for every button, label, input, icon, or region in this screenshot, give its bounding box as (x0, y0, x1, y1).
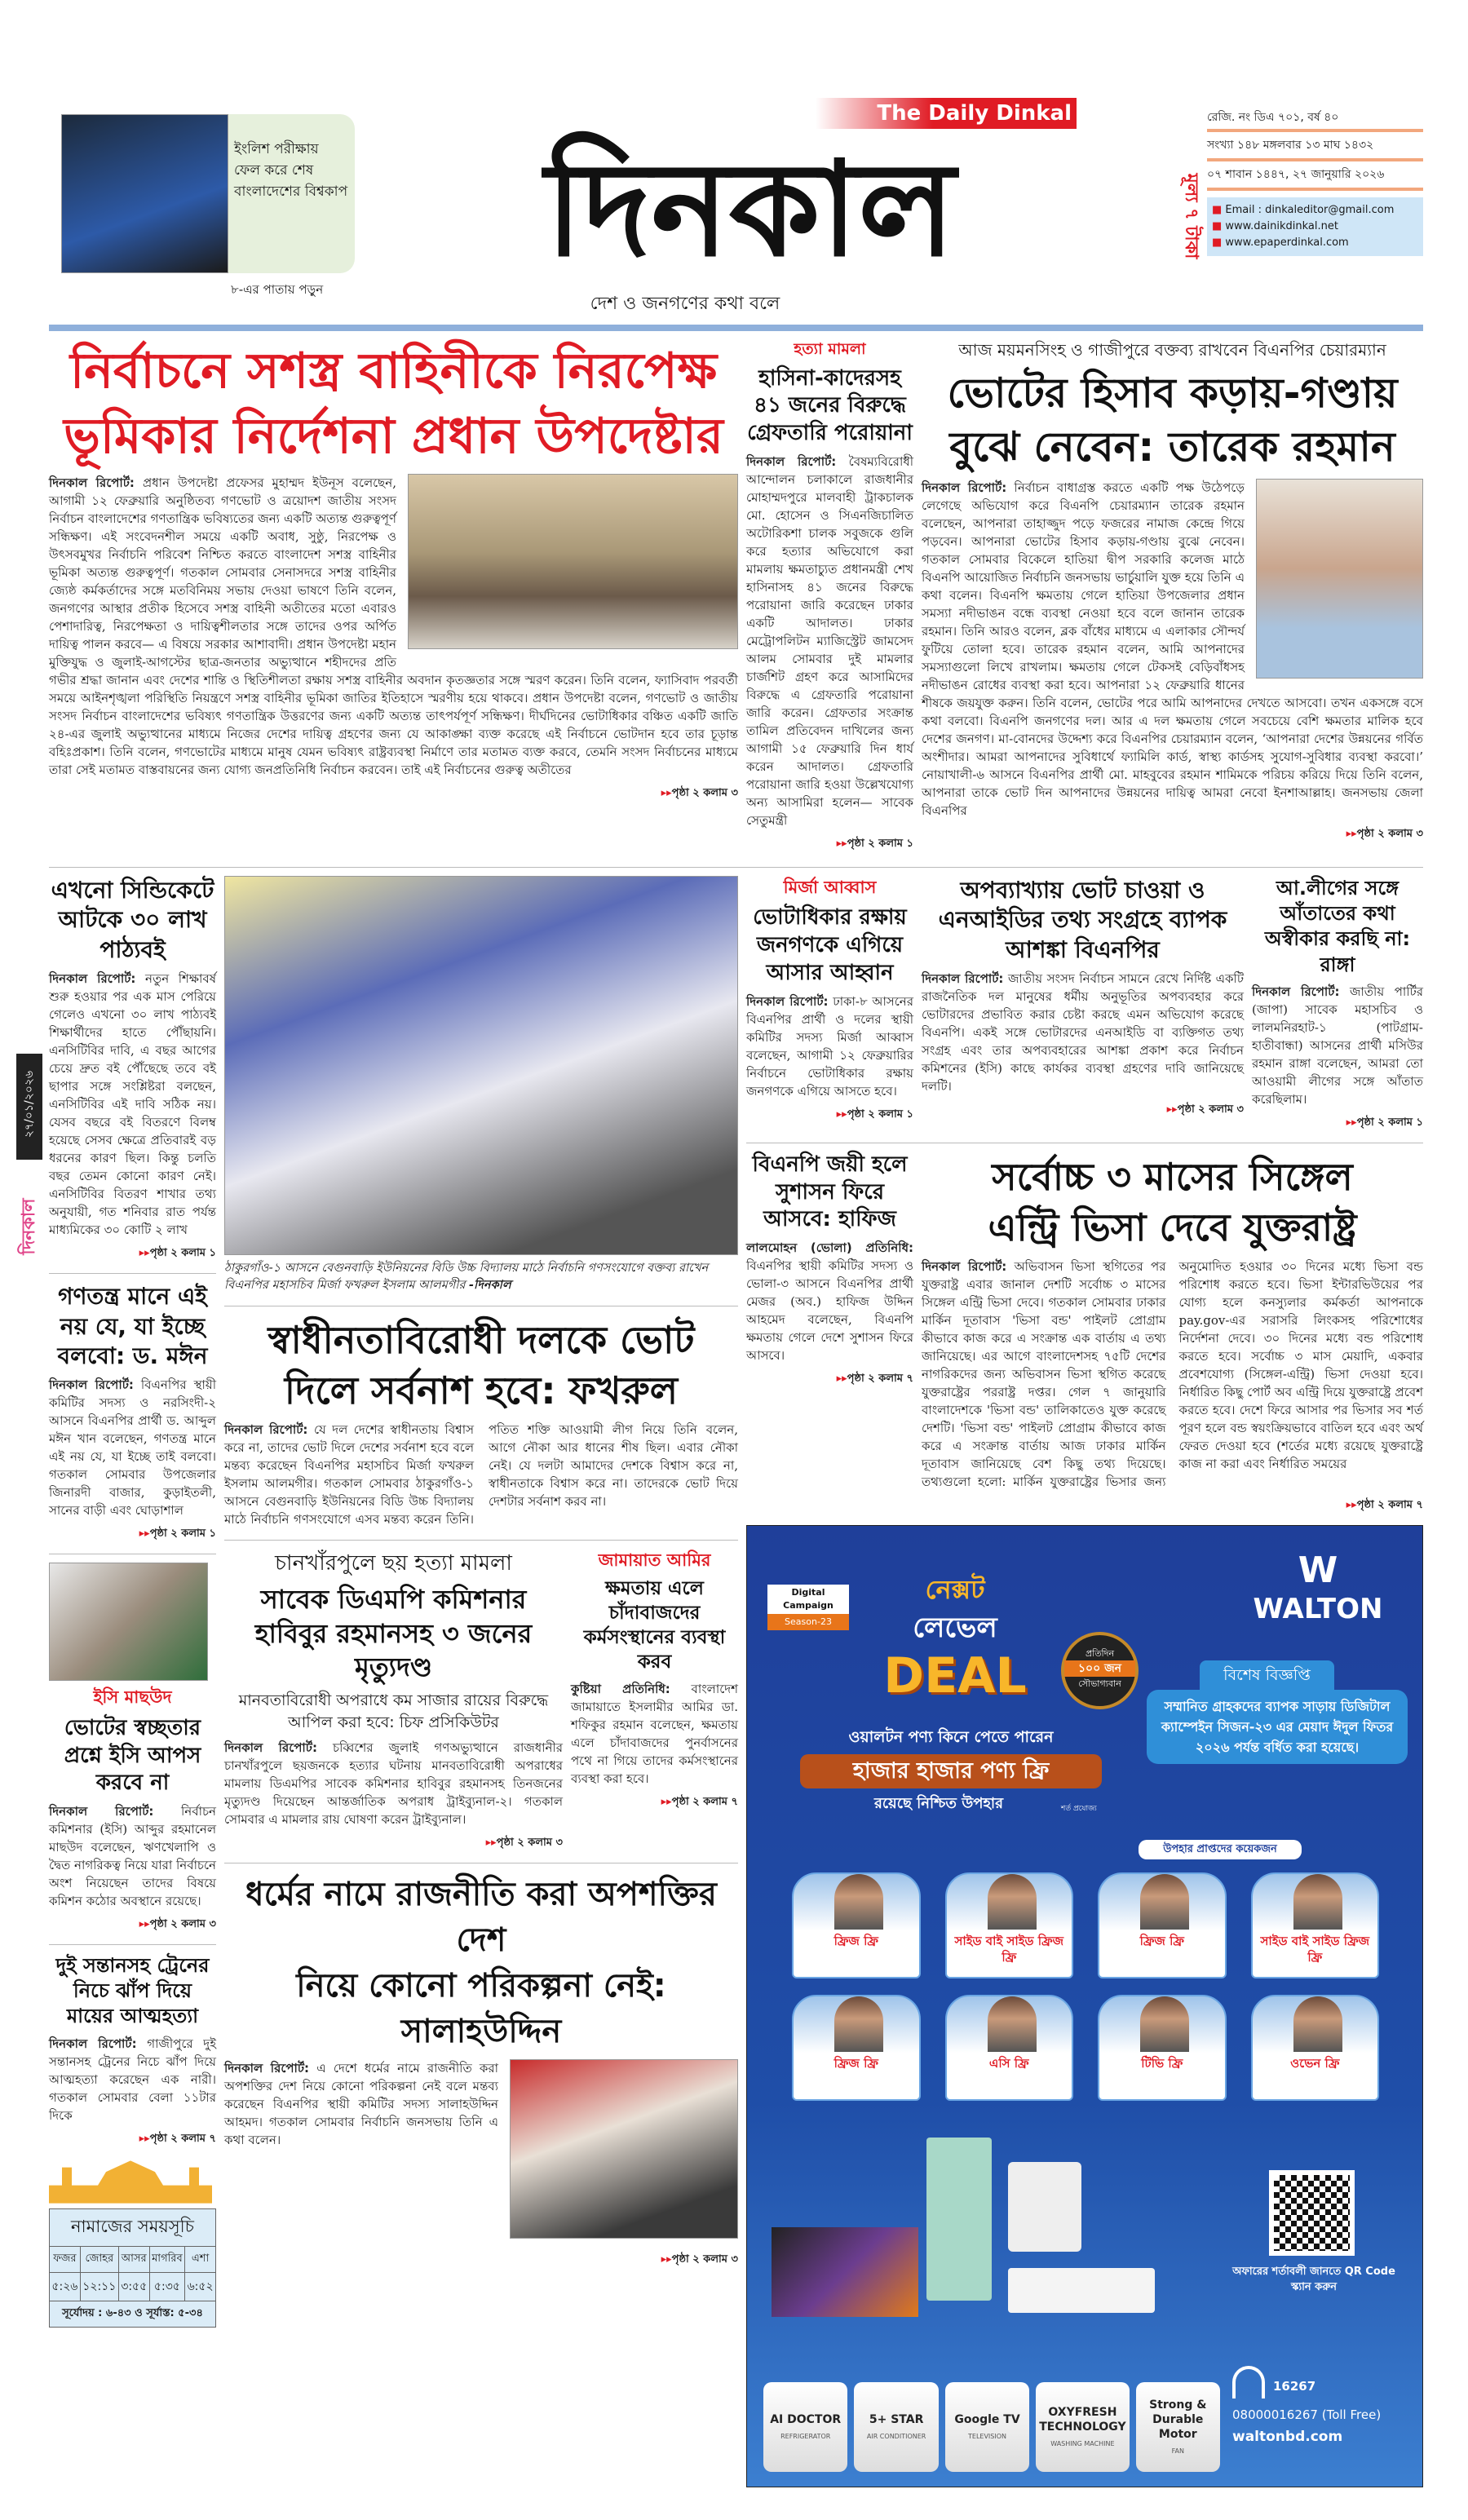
train-body: দিনকাল রিপোর্ট: গাজীপুরে দুই সন্তানসহ ট্রেনের নিচে ঝাঁপ দিয়ে আত্মহত্যা করেছেন এক নারী। গতকাল সোমবার বেলা ১১টার দিকে (49, 2036, 216, 2123)
prayer-time: ৫:৩৫ (149, 2272, 185, 2301)
prayer-box (49, 2159, 216, 2328)
habibur-jamaat-row (224, 1540, 738, 1851)
teaser-text: ইংলিশ পরীক্ষায় ফেল করে শেষ বাংলাদেশের বিশ্বকাপ (234, 141, 348, 200)
visa-body: দিনকাল রিপোর্ট: অভিবাসন ভিসা স্থগিতের পর যুক্তরাষ্ট্র এবার জানাল দেশটি সর্বোচ্চ ৩ মাসের সিঙ্গেল এন্ট্রি ভিসা দেবে। গতকাল সোমবার ঢাকার মার্কিন দূতাবাস 'ভিসা বন্ড' পাইলট প্রোগ্রাম কীভাবে কাজ করে এ সংক্রান্ত এক বার্তায় এ তথ্য জানিয়েছে। এর আগে বাংলাদেশসহ ৭৫টি দেশের নাগরিকদের জন্য অভিবাসন ভিসা স্থগিত করেছে যুক্তরাষ্ট্রের পররাষ্ট্র দপ্তর। গেল ৭ জানুয়ারি বাংলাদেশকে 'ভিসা বন্ড' তালিকাতেও যুক্ত করেছে দেশটি। 'ভিসা বন্ড' পাইলট প্রোগ্রাম কীভাবে কাজ করে এ সংক্রান্ত বার্তায় আজ ঢাকার মার্কিন দূতাবাস জানিয়েছে বেশ কিছু তথ্য দিয়েছে। তথ্যগুলো হলো: মার্কিন যুক্তরাষ্ট্রের ভিসার জন্য অনুমোদিত হওয়ার ৩০ দিনের মধ্যে ভিসা বন্ড পরিশোধ করতে হবে। ভিসা ইন্টারভিউয়ের পর যোগ্য হলে কনস্যুলার কর্মকর্তা আপনাকে pay.gov-এর সরাসরি লিংকসহ পরিশোধের নির্দেশনা দেবে। ৩০ দিনের মধ্যে বন্ড পরিশোধ করতে হবে। সর্বোচ্চ ৩ মাস মেয়াদি, একবার প্রবেশযোগ্য (সিঙ্গেল-এন্ট্রি) ভিসা দেওয়া হবে। নির্ধারিত কিছু পোর্ট অব এন্ট্রি দিয়ে যুক্তরাষ্ট্রে প্রবেশ করতে হবে। দেশে ফিরে আসার পর ভিসার সব শর্ত পূরণ হলে বন্ড স্বয়ংক্রিয়ভাবে বাতিল হবে এবং অর্থ ফেরত দেওয়া হবে (শর্তের মধ্যে রয়েছে যুক্তরাষ্ট্রে কাজ না করা এবং নির্ধারিত সময়ের (922, 1258, 1423, 1489)
mirza-story (746, 876, 913, 1123)
raja-body: দিনকাল রিপোর্ট: জাতীয় পার্টির (জাপা) সাবেক মহাসচিব ও লালমনিরহাট-১ (পাটগ্রাম-হাতীবান্ধা) আসনের প্রার্থী মসিউর রহমান রাঙ্গা বলেছেন, আমরা তো আওয়ামী লীগের সঙ্গে আঁতাত করেছিলাম। (1252, 984, 1424, 1107)
train-jump[interactable]: ▸▸ পৃষ্ঠা ২ কলাম ৭ (49, 2131, 216, 2147)
prayer-name: এশা (185, 2246, 216, 2272)
winner-prize: ফ্রিজ ফ্রি (833, 2055, 878, 2071)
teaser-more[interactable]: ৮-এর পাতায় পড়ুন (231, 282, 324, 297)
feature-badge (945, 2382, 1029, 2472)
website-link[interactable]: ■ www.dainikdinkal.net (1212, 220, 1338, 232)
header-rule (49, 325, 1423, 331)
hasina-kicker: হত্যা মামলা (794, 340, 866, 358)
hafiz-story (746, 1152, 913, 1387)
prayer-time: ৩:৫৫ (118, 2272, 149, 2301)
salahuddin-photo (510, 2059, 738, 2239)
lead-story (49, 338, 738, 802)
visa-row (746, 1143, 1423, 1514)
winner-card (1098, 1872, 1227, 1978)
winner-prize: সাইড বাই সাইড ফ্রিজ ফ্রি (954, 1933, 1064, 1965)
right-block (746, 876, 1423, 2487)
moin-body: দিনকাল রিপোর্ট: বিএনপির স্থায়ী কমিটির সদস্য ও নরসিংদী-২ আসনে বিএনপির প্রার্থী ড. আব্দুল মঈন খান বলেছেন, গণতন্ত্র মানে এই নয় যে, যা ইচ্ছে তাই বলবো। গতকাল সোমবার উপজেলার জিনারদী বাজার, কুড়াইতলী, সানের বাড়ী এবং ঘোড়াশাল (49, 1377, 217, 1519)
refrigerator-image (926, 2138, 992, 2301)
lead-headline[interactable]: নির্বাচনে সশস্ত্র বাহিনীকে নিরপেক্ষ ভূমিকার নির্দেশনা প্রধান উপদেষ্টার (64, 343, 723, 465)
feature-category: REFRIGERATOR (780, 2433, 831, 2441)
terms: শর্ত প্রযোজ্য (1061, 1804, 1097, 1813)
offer-line: ওয়ালটন পণ্য কিনে পেতে পারেন (848, 1727, 1054, 1746)
moin-jump[interactable]: ▸▸ পৃষ্ঠা ২ কলাম ১ (49, 1526, 216, 1542)
notice-text: সম্মানিত গ্রাহকদের ব্যাপক সাড়ায় ডিজিটাল ক্যাম্পেইন সিজন-২৩ এর মেয়াদ ঈদুল ফিতর ২০২৬ পর্যন্ত বর্ধিত করা হয়েছে। (1147, 1690, 1408, 1764)
winner-photo (988, 1874, 1037, 1930)
winner-card (792, 1872, 921, 1978)
prayer-title: নামাজের সময়সূচি (50, 2208, 216, 2246)
walton-logo: W WALTON (1253, 1549, 1383, 1625)
ec-photo (49, 1563, 208, 1681)
feature-badge (763, 2382, 847, 2472)
tarek-photo (1256, 479, 1423, 679)
prayer-time: ৫:২৬ (50, 2272, 81, 2301)
raja-jump[interactable]: ▸▸ পৃষ্ঠা ২ কলাম ১ (1252, 1115, 1423, 1131)
qr-caption: অফারের শর্তাবলী জানতে QR Code স্ক্যান করুন (1232, 2265, 1395, 2293)
email-link[interactable]: ■ Email : dinkaleditor@gmail.com (1212, 204, 1395, 216)
feature-category: FAN (1171, 2447, 1184, 2456)
mirza-jump[interactable]: ▸▸ পৃষ্ঠা ২ কলাম ১ (746, 1107, 913, 1123)
winner-photo (834, 1996, 883, 2052)
qr-code[interactable] (1269, 2170, 1355, 2256)
offer-highlight: হাজার হাজার পণ্য ফ্রি (800, 1754, 1102, 1788)
prayer-name: মাগরিব (149, 2246, 185, 2272)
photo-caption: ঠাকুরগাঁও-১ আসনে বেগুনবাড়ি ইউনিয়নের বিডি উচ্চ বিদ্যালয় মাঠে নির্বাচনি গণসংযোগে বক্তব্য রাখেন বিএনপির মহাসচিব মির্জা ফখরুল ইসলাম আলমগীর -দিনকাল (224, 1261, 709, 1292)
fakhrul-headline[interactable]: স্বাধীনতাবিরোধী দলকে ভোট দিলে সর্বনাশ হবে: ফখরুল (268, 1317, 695, 1413)
misinterp-jump[interactable]: ▸▸ পৃষ্ঠা ২ কলাম ৩ (922, 1102, 1244, 1118)
issue-info (1207, 106, 1423, 256)
jamaat-jump[interactable]: ▸▸ পৃষ্ঠা ২ কলাম ৭ (571, 1794, 738, 1810)
hasina-headline[interactable]: হাসিনা-কাদেরসহ ৪১ জনের বিরুদ্ধে গ্রেফতারি পরোয়ানা (747, 365, 913, 446)
mirza-kicker: মির্জা আব্বাস (783, 877, 877, 897)
lead-jump[interactable]: ▸▸ পৃষ্ঠা ২ কলাম ৩ (49, 785, 738, 802)
winner-card (792, 1995, 921, 2101)
left-wide-column (224, 876, 738, 2268)
ec-story (49, 1554, 216, 1933)
prayer-name: ফজর (50, 2246, 81, 2272)
winner-prize: এসি ফ্রি (988, 2055, 1029, 2071)
lead-body: দিনকাল রিপোর্ট: প্রধান উপদেষ্টা প্রফেসর মুহাম্মদ ইউনূস বলেছেন, আগামী ১২ ফেব্রুয়ারি অনুষ্ঠিতব্য গণভোট ও ত্রয়োদশ জাতীয় সংসদ নির্বাচন বাংলাদেশের গণতান্ত্রিক ভবিষ্যতের জন্য একটি অত্যন্ত গুরুত্বপূর্ণ সন্ধিক্ষণ। এই সংবেদনশীল সময়ে একটি অবাধ, সুষ্ঠু, নিরপেক্ষ ও উৎসবমুখর নির্বাচনি পরিবেশ নিশ্চিত করতে বাংলাদেশ সশস্ত্র বাহিনীর ভূমিকা অত্যন্ত গুরুত্বপূর্ণ। গতকাল সোমবার সেনাসদরে সশস্ত্র বাহিনীর জ্যেষ্ঠ কর্মকর্তাদের সঙ্গে মতবিনিময় সভায় দেওয়া ভাষণে তিনি বলেন, জনগণের আস্থার প্রতীক হিসেবে সশস্ত্র বাহিনী অতীতের মতো এবারও পেশাদারিত্ব, নিরপেক্ষতা ও দায়িত্বশীলতার সঙ্গে তাদের ওপর অর্পিত দায়িত্ব পালন করবে— এ বিষয়ে সরকার আশাবাদী। প্রধান উপদেষ্টা মহান মুক্তিযুদ্ধ ও জুলাই-আগস্টের ছাত্র-জনতার অভ্যুত্থানে শহীদদের প্রতি গভীর শ্রদ্ধা জানান এবং দেশের শান্তি ও স্থিতিশীলতা রক্ষায় সশস্ত্র বাহিনীর অবদান কৃতজ্ঞতার সঙ্গে স্মরণ করেন। তিনি বলেন, ফ্যাসিবাদ পরবর্তী সময়ে আইনশৃঙ্খলা পরিস্থিতি নিয়ন্ত্রণে সশস্ত্র বাহিনীর ভূমিকা জাতির ইতিহাসে স্মরণীয় হয়ে থাকবে। প্রধান উপদেষ্টা বলেন, গণভোট ও জাতীয় সংসদ নির্বাচন বাংলাদেশের ভবিষ্যৎ গণতান্ত্রিক উত্তরণের জন্য একটি অত্যন্ত তাৎপর্যপূর্ণ সন্ধিক্ষণ। দীর্ঘদিনের ভোটাধিকার বঞ্চিত একটি জাতি ২৪-এর জুলাই অভ্যুত্থানের মাধ্যমে নিজের দেশের দায়িত্ব গ্রহণের জন্য যে আকাঙ্ক্ষা ব্যক্ত করেছে এই নির্বাচনে ভোটদান হবে তার চূড়ান্ত বহিঃপ্রকাশ। তিনি বলেন, গণভোটের মাধ্যমে মানুষ যেমন ভবিষ্যৎ রাষ্ট্রব্যবস্থা নির্মাণে তার মতামত ব্যক্ত করবে, তেমনি সংসদ নির্বাচনের মাধ্যমে তারা সেই মতামত বাস্তবায়নের জন্য যোগ্য জনপ্রতিনিধি নির্বাচন করবেন। তাই এই নির্বাচনের গুরুত্ব অতীতের (49, 475, 738, 777)
habibur-deck: মানবতাবিরোধী অপরাধে কম সাজার রায়ের বিরুদ্ধে আপিল করা হবে: চিফ প্রসিকিউটর (238, 1691, 549, 1731)
side-date: ২৭/০১/২০২৬ (16, 1054, 42, 1160)
winner-photo (1140, 1874, 1189, 1930)
walton-website[interactable]: waltonbd.com (1232, 2428, 1343, 2445)
textbook-body: দিনকাল রিপোর্ট: নতুন শিক্ষাবর্ষ শুরু হওয়ার পর এক মাস পেরিয়ে গেলেও এখনো ৩০ লাখ পাঠ্যবই শিক্ষার্থীদের হাতে পৌঁছায়নি। এনসিটিবির দাবি, এ বছর আগের চেয়ে দ্রুত বই পৌঁছেছে তবে বই ছাপার সঙ্গে সংশ্লিষ্টরা বলছেন, এনসিটিবির এই দাবি সঠিক নয়। যেসব বছরে বই বিতরণে বিলম্ব হয়েছে সেসব ক্ষেত্রে প্রতিবারই বড় ধরনের কারণ ছিল। কিন্তু চলতি বছর তেমন কোনো কারণ নেই। এনসিটিবির বিতরণ শাখার তথ্য অনুযায়ী, গত শনিবার রাত পর্যন্ত মাধ্যমিকের ৩০ কোটি ২ লাখ (49, 971, 217, 1238)
ec-body: দিনকাল রিপোর্ট: নির্বাচন কমিশনার (ইসি) আব্দুর রহমানেল মাছউদ বলেছেন, ঋণখেলাপি ও দ্বৈত নাগরিকত্ব নিয়ে যারা নির্বাচনে অংশ নিয়েছেন তাদের বিষয়ে কমিশন কঠোর অবস্থানে রয়েছে। (49, 1804, 216, 1909)
textbook-story (49, 876, 216, 1262)
mirza-headline[interactable]: ভোটাধিকার রক্ষায় জনগণকে এগিয়ে আসার আহ্বান (753, 905, 907, 985)
train-story (49, 1944, 216, 2147)
feature-badge (854, 2382, 938, 2472)
top-row (49, 338, 1423, 852)
toll-free[interactable]: 08000016267 (Toll Free) (1232, 2407, 1382, 2422)
textbook-headline[interactable]: এখনো সিন্ডিকেটে আটকে ৩০ লাখ পাঠ্যবই (51, 876, 214, 963)
prayer-name: জোহর (80, 2246, 118, 2272)
tarek-body-continued: করা হবে। আপনারা ১২ ফেব্রুয়ারি ধানের শীষকে জয়যুক্ত করুন। তিনি বলেন, ভোটের পরে আমি আপনাদের দেখতে আসবো। তখন একসঙ্গে বসে কথা বলবো। বিএনপি জনগণের দল। আর এ দল ক্ষমতায় গেলে সবচেয়ে বেশি ক্ষমতার মালিক হবে দেশের জনগণ। মা-বোনদের উদ্দেশ্য করে বিএনপির চেয়ারম্যান বলেন, ‘আপনারা দেশের উন্নয়নের গর্বিত অংশীদার। আমরা আপনাদের সুবিধার্থে ফ্যামিলি কার্ড, স্বাস্থ্য কার্ডসহ সুযোগ-সুবিধার ব্যবস্থা করবো।’ নোয়াখালী-৬ আসনে বিএনপির প্রার্থী মো. মাহবুবের রহমান শামিমকে পরিচয় করিয়ে দিয়ে তিনি বলেন, আপনারা তাকে ভোট দিন আপনাদের উন্নয়নের দায়িত্ব আমরা নেবো ইনশাআল্লাহ। জনসভায় জেলা বিএনপির (922, 678, 1423, 818)
winner-prize: ফ্রিজ ফ্রি (833, 1933, 878, 1948)
masthead-logo: দিনকাল (545, 133, 956, 285)
winner-photo (1293, 1996, 1342, 2052)
notice-title: বিশেষ বিজ্ঞপ্তি (1200, 1660, 1334, 1690)
raja-headline[interactable]: আ.লীগের সঙ্গে আঁতাতের কথা অস্বীকার করছি না: রাঙ্গা (1264, 876, 1411, 976)
campaign-label: Digital Campaign Season-23 (767, 1585, 849, 1630)
tagline: দেশ ও জনগণের কথা বলে (590, 294, 780, 314)
issue-date: ০৭ শাবান ১৪৪৭, ২৭ জানুয়ারি ২০২৬ (1207, 161, 1423, 191)
left-block (49, 876, 738, 2328)
winner-photo (988, 1996, 1037, 2052)
prayer-times (49, 2208, 216, 2328)
feature-name: Strong & Durable Motor (1149, 2398, 1207, 2442)
ec-jump[interactable]: ▸▸ পৃষ্ঠা ২ কলাম ৩ (49, 1917, 216, 1933)
registration: রেজি. নং ডিএ ৭০১, বর্ষ ৪০ (1207, 106, 1423, 132)
misinterp-headline[interactable]: অপব্যাখ্যায় ভোট চাওয়া ও এনআইডির তথ্য সংগ্রহে ব্যাপক আশঙ্কা বিএনপির (938, 876, 1227, 963)
winner-prize: ফ্রিজ ফ্রি (1139, 1933, 1184, 1948)
feature-badge (1136, 2382, 1220, 2472)
salahuddin-story (224, 1863, 738, 2268)
issue-number: সংখ্যা ১৪৮ মঙ্গলবার ১৩ মাঘ ১৪৩২ (1207, 132, 1423, 161)
feature-category: TELEVISION (968, 2433, 1007, 2441)
lower-section (49, 867, 1423, 2487)
hasina-story (746, 338, 913, 852)
winner-photo (1140, 1996, 1189, 2052)
english-title: The Daily Dinkal (816, 98, 1077, 129)
habibur-kicker: চানখাঁরপুলে ছয় হত্যা মামলা (275, 1550, 512, 1576)
tarek-story (922, 338, 1423, 842)
hafiz-jump[interactable]: ▸▸ পৃষ্ঠা ২ কলাম ৭ (746, 1371, 913, 1387)
winners-grid (792, 1872, 1379, 2101)
prayer-time: ৬:৫২ (185, 2272, 216, 2301)
contact-box (1207, 197, 1423, 256)
salahuddin-body: দিনকাল রিপোর্ট: এ দেশে ধর্মের নামে রাজনীতি করা অপশক্তির দেশ নিয়ে কোনো পরিকল্পনা নেই বলে মন্তব্য করেছেন বিএনপির স্থায়ী কমিটির সদস্য সালাহউদ্দিন আহমদ। গতকাল সোমবার নির্বাচনি জনসভায় তিনি এ কথা বলেন। (224, 2059, 738, 2245)
visa-story (922, 1152, 1423, 1514)
moin-story (49, 1273, 216, 1542)
feature-name: 5+ STAR (869, 2413, 924, 2427)
habibur-jump[interactable]: ▸▸ পৃষ্ঠা ২ কলাম ৩ (224, 1835, 563, 1851)
visa-headline[interactable]: সর্বোচ্চ ৩ মাসের সিঙ্গেল এন্ট্রি ভিসা দেবে যুক্তরাষ্ট্র (988, 1154, 1357, 1249)
mid-stories-row (746, 876, 1423, 1131)
sun-times: সূর্যোদয় : ৬-৪৩ ও সূর্যাস্ত: ৫-৩৪ (50, 2301, 216, 2327)
sports-teaser[interactable] (61, 114, 355, 273)
headset-icon (1232, 2366, 1265, 2398)
tarek-kicker: আজ ময়মনসিংহ ও গাজীপুরে বক্তব্য রাখবেন বিএনপির চেয়ারম্যান (958, 340, 1386, 360)
price: মূল্য ৭ টাকা (1181, 173, 1201, 259)
winner-card (945, 1995, 1074, 2101)
prayer-name: আসর (118, 2246, 149, 2272)
winner-card (1098, 1995, 1227, 2101)
left-narrow-column (49, 876, 216, 2328)
walton-advertisement[interactable] (746, 1525, 1423, 2487)
jamaat-headline[interactable]: ক্ষমতায় এলে চাঁদাবাজদের কর্মসংস্থানের ব্যবস্থা করব (583, 1578, 726, 1673)
feature-name: Google TV (954, 2413, 1020, 2427)
winner-card (945, 1872, 1074, 1978)
hafiz-headline[interactable]: বিএনপি জয়ী হলে সুশাসন ফিরে আসবে: হাফিজ (752, 1152, 908, 1232)
salahuddin-jump[interactable]: ▸▸ পৃষ্ঠা ২ কলাম ৩ (224, 2252, 738, 2268)
winner-prize: সাইড বাই সাইড ফ্রিজ ফ্রি (1260, 1933, 1370, 1965)
train-headline[interactable]: দুই সন্তানসহ ট্রেনের নিচে ঝাঁপ দিয়ে মায়ের আত্মহত্যা (55, 1954, 210, 2028)
fakhrul-photo (224, 876, 738, 1255)
photo-feature (224, 876, 738, 1294)
habibur-headline[interactable]: সাবেক ডিএমপি কমিশনার হাবিবুর রহমানসহ ৩ জনের মৃত্যুদণ্ড (254, 1583, 533, 1683)
winner-photo (834, 1874, 883, 1930)
misinterp-body: দিনকাল রিপোর্ট: জাতীয় সংসদ নির্বাচন সামনে রেখে নির্দিষ্ট একটি রাজনৈতিক দল মানুষের ধর্মীয় অনুভূতির অপব্যবহার করে ভোটারদের প্রভাবিত করার চেষ্টা করছে এমন অভিযোগ করেছে বিএনপি। একই সঙ্গে ভোটারদের এনআইডি বা ব্যক্তিগত তথ্য সংগ্রহ এবং তার অপব্যবহারের আশঙ্কা প্রকাশ করে নির্বাচন কমিশনের (ইসি) কাছে কার্যকর ব্যবস্থা গ্রহণের দাবি জানিয়েছে দলটি। (922, 971, 1245, 1094)
next-level-deal-logo: নেক্সট লেভেল DEAL (883, 1573, 1027, 1704)
cricket-photo (61, 114, 228, 273)
ec-kicker: ইসি মাছউদ (93, 1687, 172, 1708)
hasina-body: দিনকাল রিপোর্ট: বৈষম্যবিরোধী আন্দোলন চলাকালে রাজধানীর মোহাম্মদপুরে মালবাহী ট্রাকচালক মো. হোসেন ও সিএনজিচালিত অটোরিকশা চালক সবুজকে গুলি করে হত্যার অভিযোগে করা মামলায় ক্ষমতাচ্যুত প্রধানমন্ত্রী শেখ হাসিনাসহ ৪১ জনের বিরুদ্ধে পরোয়ানা জারি করেছেন ঢাকার একটি আদালত। ঢাকার মেট্রোপলিটন ম্যাজিস্ট্রেট জামসেদ আলম সোমবার দুই মামলার চার্জশিট গ্রহণ করে আসামিদের বিরুদ্ধে এ গ্রেফতারি পরোয়ানা জারি করেন। গ্রেফতার সংক্রান্ত তামিল প্রতিবেদন দাখিলের জন্য আগামী ১৫ ফেব্রুয়ারি দিন ধার্য করেন আদালত। গ্রেফতারি পরোয়ানা জারি হওয়া উল্লেখযোগ্য অন্য আসামিরা হলেন— সাবেক সেতুমন্ত্রী (746, 453, 913, 828)
air-conditioner-image (1008, 2268, 1155, 2313)
lead-photo (408, 474, 738, 649)
moin-headline[interactable]: গণতন্ত্র মানে এই নয় যে, যা ইচ্ছে বলবো: ড. মঈন (57, 1283, 208, 1369)
feature-category: AIR CONDITIONER (866, 2433, 926, 2441)
lead-body-continued: ও স্থিতিশীলতা রক্ষায় সশস্ত্র বাহিনীর অবদান কৃতজ্ঞতার সঙ্গে স্মরণ করেন। তিনি বলেন, ফ্যাসিবাদ পরবর্তী সময়ে আইনশৃঙ্খলা পরিস্থিতি নিয়ন্ত্রণে সশস্ত্র বাহিনীর ভূমিকা জাতির ইতিহাসে স্মরণীয় হয়ে থাকবে। প্রধান উপদেষ্টা বলেন, গণভোট ও জাতীয় সংসদ নির্বাচন বাংলাদেশের ভবিষ্যৎ গণতান্ত্রিক উত্তরণের জন্য একটি অত্যন্ত তাৎপর্যপূর্ণ সন্ধিক্ষণ। দীর্ঘদিনের ভোটাধিকার বঞ্চিত একটি জাতি ২৪-এর জুলাই অভ্যুত্থানের মাধ্যমে নিজের দেশের দায়িত্ব গ্রহণের জন্য যে আকাঙ্ক্ষা ব্যক্ত করেছে এই নির্বাচনে ভোটদান হবে তার চূড়ান্ত বহিঃপ্রকাশ। তিনি বলেন, গণভোটের মাধ্যমে মানুষ যেমন ভবিষ্যৎ রাষ্ট্রব্যবস্থা নির্মাণে তার মতামত ব্যক্ত করবে, তেমনি সংসদ নির্বাচনের মাধ্যমে তারা সেই মতামত বাস্তবায়নের জন্য যোগ্য জনপ্রতিনিধি নির্বাচন করবেন। তাই এই নির্বাচনের গুরুত্ব অতীতের (49, 673, 738, 777)
winner-card (1251, 1872, 1380, 1978)
misinterp-story (922, 876, 1244, 1118)
habibur-body: দিনকাল রিপোর্ট: চব্বিশের জুলাই গণঅভ্যুত্থানে রাজধানীর চানখাঁরপুলে ছয়জনকে হত্যার ঘটনায় মানবতাবিরোধী অপরাধের মামলায় ডিএমপির সাবেক কমিশনার হাবিবুর রহমানসহ তিনজনের মৃত্যুদণ্ড দিয়েছেন আন্তর্জাতিক অপরাধ ট্রাইব্যুনাল-২। গতকাল সোমবার এ মামলার রায় ঘোষণা করেন ট্রাইব্যুনাল। (224, 1740, 564, 1827)
fakhrul-body-continued: নৌকা আর ধানের শীষ ছিল। এবার নৌকা নেই। যে দলটা আমাদের দেশকে বিশ্বাস করে না, স্বাধীনতাকে বিশ্বাস করে না। তাদেরকে ভোট দিয়ে দেশটার সর্বনাশ করব না। (489, 1439, 738, 1509)
feature-category: WASHING MACHINE (1050, 2440, 1115, 2448)
television-image (772, 2227, 918, 2317)
visa-body-continued: জন্য অনুমোদিত হওয়ার ৩০ দিনের মধ্যে ভিসা বন্ড পরিশোধ করতে হবে। ভিসা ইন্টারভিউয়ের পর যোগ্য হলে কনস্যুলার কর্মকর্তা আপনাকে pay.gov-এর সরাসরি লিংকসহ পরিশোধের নির্দেশনা দেবে। ৩০ দিনের মধ্যে বন্ড পরিশোধ করতে হবে। সর্বোচ্চ ৩ মাস মেয়াদি, একবার প্রবেশযোগ্য (সিঙ্গেল-এন্ট্রি) ভিসা দেওয়া হবে। নির্ধারিত কিছু পোর্ট অব এন্ট্রি দিয়ে যুক্তরাষ্ট্রে প্রবেশ করতে হবে। দেশে ফিরে আসার পর ভিসার সব শর্ত পূরণ হলে বন্ড স্বয়ংক্রিয়ভাবে বাতিল হবে এবং অর্থ ফেরত দেওয়া হবে (শর্তের মধ্যে রয়েছে যুক্তরাষ্ট্রে কাজ না করা এবং নির্ধারিত সময়ের (1143, 1258, 1423, 1489)
prayer-time: ১২:১১ (80, 2272, 118, 2301)
salahuddin-headline[interactable]: ধর্মের নামে রাজনীতি করা অপশক্তির দেশ নিয়ে কোনো পরিকল্পনা নেই: সালাহউদ্দিন (245, 1875, 717, 2050)
jamaat-story (571, 1549, 738, 1810)
feature-name: AI DOCTOR (770, 2413, 842, 2427)
feature-badge (1036, 2382, 1129, 2472)
mosque-icon (49, 2159, 212, 2204)
winner-prize: ওভেন ফ্রি (1290, 2055, 1340, 2071)
ec-headline[interactable]: ভোটের স্বচ্ছতার প্রশ্নে ইসি আপস করবে না (64, 1715, 201, 1796)
feature-name: OXYFRESH TECHNOLOGY (1039, 2406, 1126, 2434)
washing-machine-image (1008, 2162, 1081, 2252)
jamaat-kicker: জামায়াত আমির (598, 1550, 711, 1570)
feature-badges (763, 2382, 1220, 2472)
textbook-jump[interactable]: ▸▸ পৃষ্ঠা ২ কলাম ১ (49, 1245, 216, 1262)
epaper-link[interactable]: ■ www.epaperdinkal.com (1212, 237, 1349, 249)
winner-prize: টিভি ফ্রি (1141, 2055, 1183, 2071)
tarek-body: দিনকাল রিপোর্ট: নির্বাচন বাধাগ্রস্ত করতে একটি পক্ষ উঠেপড়ে লেগেছে অভিযোগ করে বিএনপি চেয়ারম্যান তারেক রহমান বলেছেন, আপনারা তাহাজ্জুদ পড়ে ফজরের নামাজ কেন্দ্রে গিয়ে পড়বেন। আপনারা ভোটের হিসাব কড়ায়-গণ্ডায় বুঝে নেবেন। গতকাল সোমবার বিকেলে হাতিয়া দ্বীপ সরকারি কলেজ মাঠে বিএনপি আয়োজিত নির্বাচনি জনসভায় ভার্চুয়ালি যুক্ত হয়ে তিনি এ কথা বলেন। বিএনপি ক্ষমতায় গেলে হাতিয়া উপজেলার প্রধান সমস্যা নদীভাঙন বন্ধে ব্যবস্থা নেওয়া হবে বলে জানান তারেক রহমান। তিনি আরও বলেন, ব্লক বাঁধের মাধ্যমে এ এলাকার সৌন্দর্য ফুটিয়ে তোলা হবে। তারেক রহমান বলেন, আমি আপনাদের সমস্যাগুলো লিখে রাখলাম। ক্ষমতায় গেলে টেকসই বেড়িবাঁধসহ নদীভাঙন রোধের ব্যবস্থা করা হবে। আপনারা ১২ ফেব্রুয়ারি ধানের শীষকে জয়যুক্ত করুন। তিনি বলেন, ভোটের পরে আমি আপনাদের দেখতে আসবো। তখন একসঙ্গে বসে কথা বলবো। বিএনপি জনগণের দল। আর এ দল ক্ষমতায় গেলে সবচেয়ে বেশি ক্ষমতার মালিক হবে দেশের জনগণ। মা-বোনদের উদ্দেশ্য করে বিএনপির চেয়ারম্যান বলেন, ‘আপনারা দেশের উন্নয়নের গর্বিত অংশীদার। আমরা আপনাদের সুবিধার্থে ফ্যামিলি কার্ড, স্বাস্থ্য কার্ডসহ সুযোগ-সুবিধার ব্যবস্থা করবো।’ নোয়াখালী-৬ আসনে বিএনপির প্রার্থী মো. মাহবুবের রহমান শামিমকে পরিচয় করিয়ে দিয়ে তিনি বলেন, আপনারা তাকে ভোট দিন আপনাদের উন্নয়নের দায়িত্ব আমরা নেবো ইনশাআল্লাহ। জনসভায় জেলা বিএনপির (922, 480, 1423, 818)
tarek-headline[interactable]: ভোটের হিসাব কড়ায়-গণ্ডায় বুঝে নেবেন: তারেক রহমান (947, 369, 1398, 471)
hotline: 16267 (1273, 2378, 1316, 2394)
winners-title: উপহার প্রাপ্তদের কয়েকজন (1139, 1840, 1302, 1859)
page-header (0, 0, 1468, 338)
visa-jump[interactable]: ▸▸ পৃষ্ঠা ২ কলাম ৭ (922, 1497, 1423, 1514)
side-logo: দিনকাল (19, 1198, 39, 1255)
fakhrul-body: দিনকাল রিপোর্ট: যে দল দেশের স্বাধীনতায় বিশ্বাস করে না, তাদের ভোট দিলে দেশের সর্বনাশ হবে বলে মন্তব্য করেছেন বিএনপির মহাসচিব মির্জা ফখরুল ইসলাম আলমগীর। গতকাল সোমবার ঠাকুরগাঁও-১ আসনে বেগুনবাড়ি ইউনিয়নের বিডি উচ্চ বিদ্যালয় মাঠে নির্বাচনি গণসংযোগে এসব মন্তব্য করেন তিনি। পতিত শক্তি আওয়ামী লীগ নিয়ে তিনি বলেন, আগে নৌকা আর ধানের শীষ ছিল। এবার নৌকা নেই। যে দলটা আমাদের দেশকে বিশ্বাস করে না, স্বাধীনতাকে বিশ্বাস করে না। তাদেরকে ভোট দিয়ে দেশটার সর্বনাশ করব না। (224, 1421, 738, 1527)
jamaat-body: কুষ্টিয়া প্রতিনিধি: বাংলাদেশ জামায়াতে ইসলামীর আমির ডা. শফিকুর রহমান বলেছেন, ক্ষমতায় এলে চাঁদাবাজদের পুনর্বাসনের পথে না গিয়ে তাদের কর্মসংস্থানের ব্যবস্থা করা হবে। (571, 1681, 738, 1786)
winner-photo (1293, 1874, 1342, 1930)
habibur-story (224, 1549, 563, 1851)
product-lineup (772, 2121, 1179, 2325)
fakhrul-story (224, 1306, 738, 1528)
mirza-body: দিনকাল রিপোর্ট: ঢাকা-৮ আসনের বিএনপির প্রার্থী ও দলের স্থায়ী কমিটির সদস্য মির্জা আব্বাস বলেছেন, আগামী ১২ ফেব্রুয়ারির নির্বাচনে ভোটাধিকার রক্ষায় জনগণকে এগিয়ে আসতে হবে। (746, 993, 913, 1099)
raja-story (1252, 876, 1423, 1131)
hafiz-body: লালমোহন (ভোলা) প্রতিনিধি: বিএনপির স্থায়ী কমিটির সদস্য ও ভোলা-৩ আসনে বিএনপির প্রার্থী মেজর (অব.) হাফিজ উদ্দিন আহমেদ বলেছেন, বিএনপি ক্ষমতায় গেলে দেশে সুশাসন ফিরে আসবে। (746, 1240, 913, 1364)
gift-line: রয়েছে নিশ্চিত উপহার (873, 1794, 1004, 1812)
daily-winners-badge: প্রতিদিন ১০০ জন সৌভাগ্যবান (1061, 1632, 1139, 1709)
tarek-jump[interactable]: ▸▸ পৃষ্ঠা ২ কলাম ৩ (922, 826, 1423, 842)
winner-card (1251, 1995, 1380, 2101)
hasina-jump[interactable]: ▸▸ পৃষ্ঠা ২ কলাম ১ (746, 836, 913, 852)
